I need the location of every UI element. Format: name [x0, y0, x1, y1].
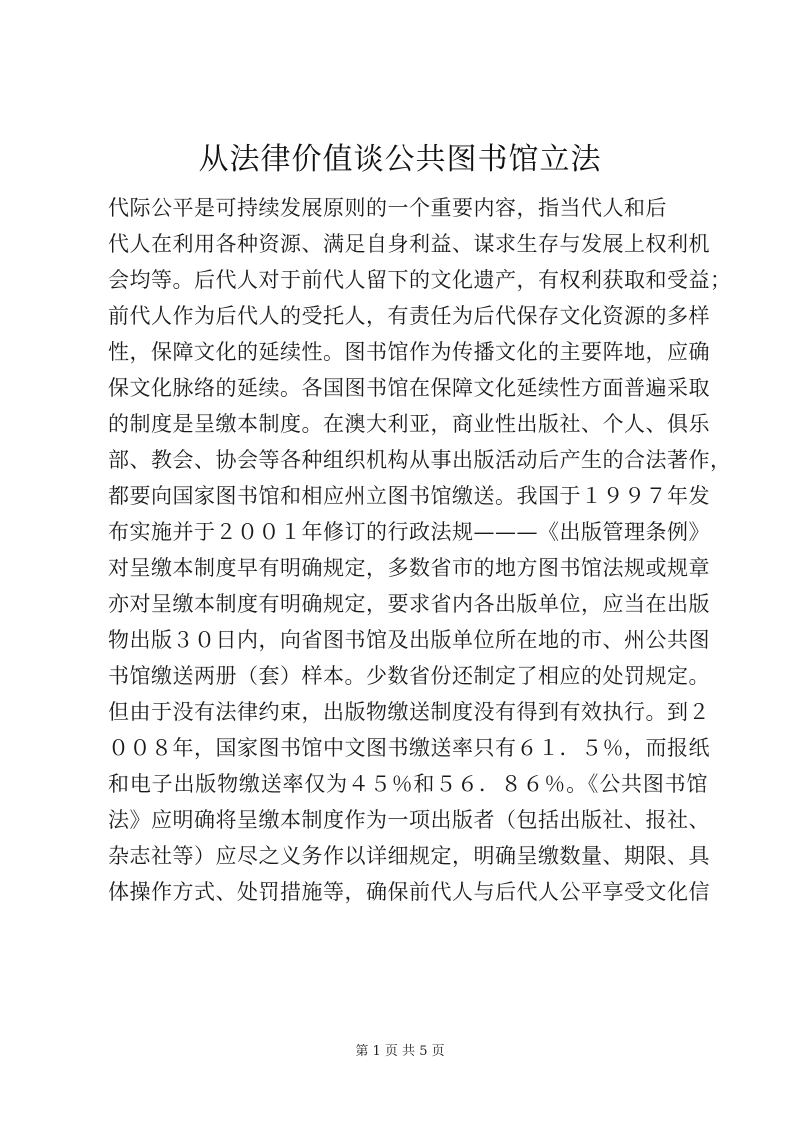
- text-line: 会均等。后代人对于前代人留下的文化遗产，有权利获取和受益；: [108, 268, 732, 292]
- text-line: 但由于没有法律约束，出版物缴送制度没有得到有效执行。到２: [108, 700, 710, 724]
- text-line: 布实施并于２００１年修订的行政法规———《出版管理条例》: [108, 520, 710, 544]
- text-line: 和电子出版物缴送率仅为４５％和５６．８６％。《公共图书馆: [108, 772, 708, 796]
- body-paragraph: [108, 190, 732, 910]
- page-number-footer: 第 1 页 共 5 页: [355, 1044, 445, 1059]
- text-line: 保文化脉络的延续。各国图书馆在保障文化延续性方面普遍采取: [108, 376, 710, 400]
- text-line: 杂志社等）应尽之义务作以详细规定，明确呈缴数量、期限、具: [108, 844, 710, 868]
- text-line: 代人在利用各种资源、满足自身利益、谋求生存与发展上权利机: [108, 232, 710, 256]
- text-line: 亦对呈缴本制度有明确规定，要求省内各出版单位，应当在出版: [108, 592, 710, 616]
- text-line: 书馆缴送两册（套）样本。少数省份还制定了相应的处罚规定。: [108, 664, 710, 688]
- text-line: 对呈缴本制度早有明确规定，多数省市的地方图书馆法规或规章: [108, 556, 710, 580]
- text-line: 性，保障文化的延续性。图书馆作为传播文化的主要阵地，应确: [108, 340, 710, 364]
- document-title: 从法律价值谈公共图书馆立法: [198, 142, 602, 177]
- text-line: 代际公平是可持续发展原则的一个重要内容，指当代人和后: [108, 196, 667, 220]
- text-line: 前代人作为后代人的受托人，有责任为后代保存文化资源的多样: [108, 304, 710, 328]
- text-line: 的制度是呈缴本制度。在澳大利亚，商业性出版社、个人、俱乐: [108, 412, 710, 436]
- text-line: 体操作方式、处罚措施等，确保前代人与后代人公平享受文化信: [108, 880, 710, 904]
- text-line: 都要向国家图书馆和相应州立图书馆缴送。我国于１９９７年发: [108, 484, 710, 508]
- text-line: ００８年，国家图书馆中文图书缴送率只有６１．５％，而报纸: [108, 736, 710, 760]
- text-line: 物出版３０日内，向省图书馆及出版单位所在地的市、州公共图: [108, 628, 710, 652]
- text-line: 部、教会、协会等各种组织机构从事出版活动后产生的合法著作，: [108, 448, 732, 472]
- text-line: 法》应明确将呈缴本制度作为一项出版者（包括出版社、报社、: [108, 808, 710, 832]
